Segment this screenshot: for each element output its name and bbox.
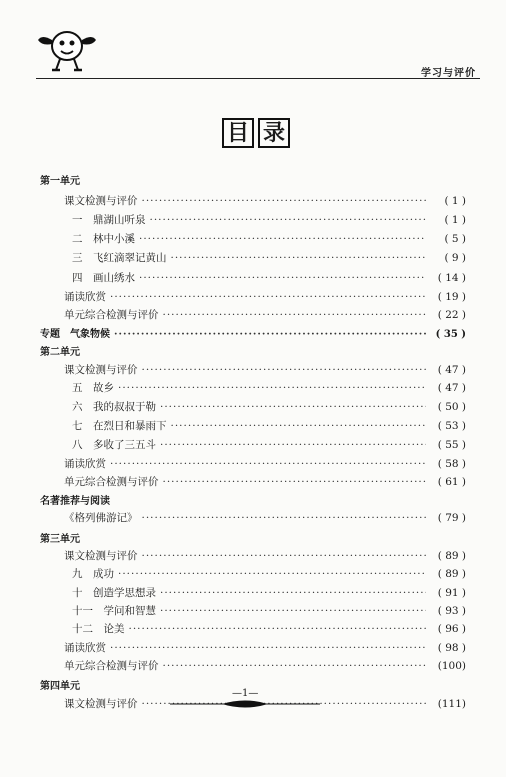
toc-entry-label: 名著推荐与阅读	[40, 496, 110, 507]
dot-leader	[160, 605, 426, 617]
dot-leader	[110, 642, 426, 654]
toc-entry-label: 七 在烈日和暴雨下	[72, 420, 167, 432]
page-number: —1—	[232, 688, 259, 699]
toc-entry-page: ( 14 )	[437, 272, 466, 284]
dot-leader	[110, 458, 426, 470]
toc-entry-label: 课文检测与评价	[64, 550, 138, 562]
toc-entry-page: ( 19 )	[437, 291, 466, 303]
dot-leader	[114, 329, 426, 340]
dot-leader	[163, 309, 427, 321]
toc-entry-page: ( 50 )	[437, 401, 466, 413]
toc-entry	[64, 548, 466, 563]
toc-entry-page: ( 93 )	[437, 605, 466, 617]
toc-entry-page: ( 47 )	[437, 382, 466, 394]
toc-entry-page: ( 9 )	[444, 252, 466, 264]
toc-entry-page: ( 1 )	[444, 195, 466, 207]
toc-entry	[72, 603, 466, 618]
mascot-logo	[34, 24, 100, 76]
toc-section-heading	[40, 325, 466, 340]
toc-entry-label: 十 创造学思想录	[72, 587, 156, 599]
toc-entry	[64, 474, 466, 489]
toc-section-heading	[40, 343, 466, 358]
toc-entry-label: 单元综合检测与评价	[64, 309, 159, 321]
toc-entry-page: ( 96 )	[437, 623, 466, 635]
header-title: 学习与评价	[421, 68, 476, 79]
dot-leader	[171, 252, 427, 264]
dot-leader	[160, 439, 426, 451]
dot-leader	[129, 623, 427, 635]
toc-entry	[72, 380, 466, 395]
toc-entry-label: 专题 气象物候	[40, 329, 110, 340]
toc-entry-page: ( 89 )	[437, 550, 466, 562]
toc-entry-label: 十二 论美	[72, 623, 125, 635]
toc-entry	[72, 418, 466, 433]
toc-entry-label: 二 林中小溪	[72, 233, 135, 245]
toc-entry-label: 课文检测与评价	[64, 364, 138, 376]
toc-entry	[64, 289, 466, 304]
toc-entry-page: ( 79 )	[437, 512, 466, 524]
toc-title-char: 录	[258, 118, 290, 148]
toc-entry	[64, 640, 466, 655]
toc-entry-label: 第二单元	[40, 347, 80, 358]
toc-entry	[64, 307, 466, 322]
toc-entry-label: 《格列佛游记》	[64, 512, 138, 524]
toc-entry-page: (100)	[437, 660, 466, 672]
toc-entry-label: 单元综合检测与评价	[64, 660, 159, 672]
toc-entry-page: ( 61 )	[437, 476, 466, 488]
toc-section-heading	[40, 530, 466, 545]
toc-entry-label: 第四单元	[40, 681, 80, 692]
toc-entry-page: ( 53 )	[437, 420, 466, 432]
dot-leader	[150, 214, 427, 226]
header-rule	[36, 78, 480, 79]
toc-entry	[72, 399, 466, 414]
dot-leader	[139, 272, 426, 284]
dot-leader	[118, 382, 426, 394]
toc-entry-page: ( 47 )	[437, 364, 466, 376]
toc-entry	[72, 621, 466, 636]
toc-entry-page: ( 55 )	[437, 439, 466, 451]
toc-entry-label: 四 画山绣水	[72, 272, 135, 284]
toc-entry-label: 课文检测与评价	[64, 195, 138, 207]
toc-entry-label: 五 故乡	[72, 382, 114, 394]
toc-entry	[64, 362, 466, 377]
dot-leader	[163, 476, 427, 488]
toc-entry-page: ( 5 )	[444, 233, 466, 245]
toc-entry-label: 单元综合检测与评价	[64, 476, 159, 488]
toc-entry	[64, 193, 466, 208]
toc-entry	[72, 212, 466, 227]
toc-entry-label: 诵读欣赏	[64, 458, 106, 470]
dot-leader	[160, 587, 426, 599]
toc-entry-page: ( 98 )	[437, 642, 466, 654]
toc-section-heading	[40, 492, 466, 507]
dot-leader	[139, 233, 426, 245]
dot-leader	[163, 660, 427, 672]
toc-entry-page: ( 1 )	[444, 214, 466, 226]
dot-leader	[142, 550, 427, 562]
toc-entry-label: 八 多收了三五斗	[72, 439, 156, 451]
toc-entry	[64, 510, 466, 525]
toc-section-heading	[40, 172, 466, 187]
dot-leader	[142, 364, 427, 376]
toc-entry-label: 一 鼎湖山听泉	[72, 214, 146, 226]
toc-entry	[72, 585, 466, 600]
toc-title-char: 目	[222, 118, 254, 148]
toc-title	[222, 118, 290, 148]
toc-entry	[72, 270, 466, 285]
toc-entry-page: (111)	[437, 698, 466, 710]
dot-leader	[142, 195, 427, 207]
dot-leader	[142, 512, 427, 524]
toc-entry	[64, 658, 466, 673]
toc-entry-label: 三 飞红滴翠记黄山	[72, 252, 167, 264]
toc-entry-label: 第一单元	[40, 176, 80, 187]
toc-entry-label: 课文检测与评价	[64, 698, 138, 710]
toc-entry	[72, 566, 466, 581]
toc-entry-page: ( 22 )	[437, 309, 466, 321]
toc-entry-label: 九 成功	[72, 568, 114, 580]
toc-entry-label: 第三单元	[40, 534, 80, 545]
toc-entry-page: ( 58 )	[437, 458, 466, 470]
dot-leader	[118, 568, 426, 580]
toc-entry-label: 十一 学问和智慧	[72, 605, 156, 617]
toc-entry-page: ( 91 )	[437, 587, 466, 599]
dot-leader	[160, 401, 426, 413]
toc-entry	[72, 231, 466, 246]
toc-entry-label: 诵读欣赏	[64, 642, 106, 654]
toc-entry-page: ( 35 )	[435, 329, 466, 340]
footer-ornament	[170, 698, 320, 710]
toc-entry-label: 六 我的叔叔于勒	[72, 401, 156, 413]
toc-entry-label: 诵读欣赏	[64, 291, 106, 303]
toc-entry-page: ( 89 )	[437, 568, 466, 580]
dot-leader	[110, 291, 426, 303]
toc-entry	[72, 437, 466, 452]
dot-leader	[171, 420, 427, 432]
toc-entry	[72, 250, 466, 265]
toc-entry	[64, 456, 466, 471]
